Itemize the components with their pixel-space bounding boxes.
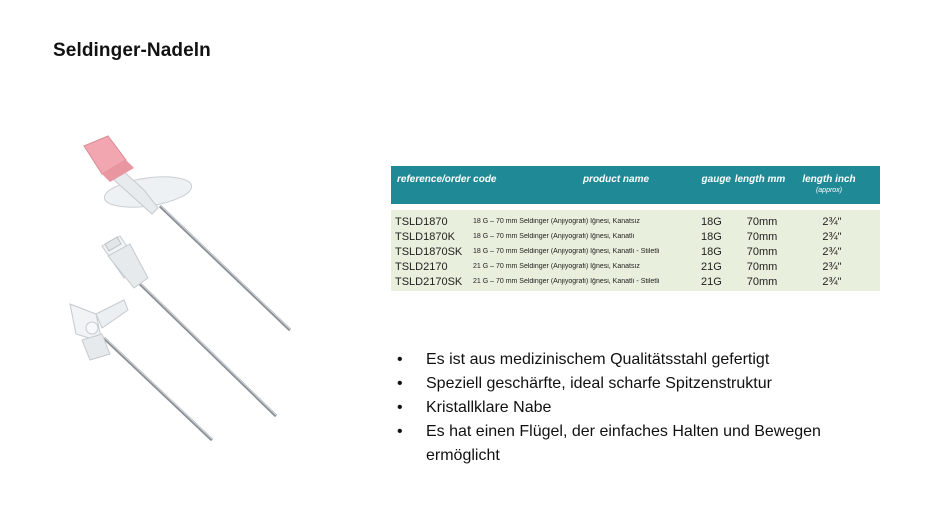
feature-list: [397, 348, 867, 468]
list-item-text: Es hat einen Flügel, der einfaches Halten und Bewegen ermöglicht: [426, 423, 821, 464]
cell-ref: TSLD1870SK: [395, 245, 463, 258]
cell-name: 21 G – 70 mm Seldinger (Anjiyografi) İğnesi, Kanatsız: [473, 263, 640, 270]
bullet-icon: •: [397, 351, 403, 368]
bullet-icon: •: [397, 375, 403, 392]
cell-length-inch: 2¾": [822, 275, 842, 288]
cell-length-inch: 2¾": [822, 230, 842, 243]
cell-gauge: 18G: [701, 215, 722, 228]
cell-length-inch: 2¾": [822, 215, 842, 228]
header-length-inch-label: length inch: [802, 174, 856, 185]
cell-length-mm: 70mm: [746, 260, 778, 273]
header-length-mm: length mm: [734, 174, 786, 185]
list-item-text: Kristallklare Nabe: [426, 399, 552, 416]
needle-clear-hub: [102, 236, 276, 416]
header-ref: reference/order code: [397, 174, 497, 185]
cell-ref: TSLD2170SK: [395, 275, 463, 288]
cell-length-mm: 70mm: [746, 230, 778, 243]
list-item-text: Es ist aus medizinischem Qualitätsstahl gefertigt: [426, 351, 770, 368]
cell-name: 21 G – 70 mm Seldinger (Anjiyografi) İğnesi, Kanatlı - Stiletli: [473, 278, 660, 285]
page-title: Seldinger-Nadeln: [53, 40, 211, 61]
cell-gauge: 18G: [701, 245, 722, 258]
header-gauge: gauge: [701, 174, 731, 185]
cell-length-mm: 70mm: [746, 275, 778, 288]
cell-gauge: 21G: [701, 260, 722, 273]
product-table: [391, 166, 880, 291]
cell-gauge: 18G: [701, 230, 722, 243]
table-row: [391, 244, 880, 259]
list-item: [397, 396, 867, 420]
cell-ref: TSLD2170: [395, 260, 448, 273]
cell-ref: TSLD1870K: [395, 230, 455, 243]
cell-name: 18 G – 70 mm Seldinger (Anjiyografi) İğnesi, Kanatlı - Stiletli: [473, 248, 660, 255]
header-name: product name: [582, 174, 650, 185]
needle-pink-hub: [84, 136, 290, 330]
bullet-icon: •: [397, 423, 403, 440]
table-header: [391, 166, 880, 204]
header-length-inch-sub: (approx): [815, 187, 843, 194]
cell-name: 18 G – 70 mm Seldinger (Anjiyografi) İğnesi, Kanatlı: [473, 233, 635, 240]
cell-length-mm: 70mm: [746, 215, 778, 228]
needle-winged-hub: [70, 300, 212, 440]
list-item: [397, 420, 867, 468]
cell-ref: TSLD1870: [395, 215, 448, 228]
seldinger-needles-product-photo: [62, 128, 302, 446]
list-item: [397, 348, 867, 372]
table-row: [391, 274, 880, 289]
cell-name: 18 G – 70 mm Seldinger (Anjiyografi) İğnesi, Kanatsız: [473, 218, 640, 225]
cell-length-inch: 2¾": [822, 245, 842, 258]
table-body: [391, 210, 880, 291]
cell-length-mm: 70mm: [746, 245, 778, 258]
cell-gauge: 21G: [701, 275, 722, 288]
table-row: [391, 214, 880, 229]
cell-length-inch: 2¾": [822, 260, 842, 273]
list-item: [397, 372, 867, 396]
list-item-text: Speziell geschärfte, ideal scharfe Spitzenstruktur: [426, 375, 772, 392]
table-row: [391, 229, 880, 244]
bullet-icon: •: [397, 399, 403, 416]
table-row: [391, 259, 880, 274]
header-length-inch: [789, 174, 869, 196]
